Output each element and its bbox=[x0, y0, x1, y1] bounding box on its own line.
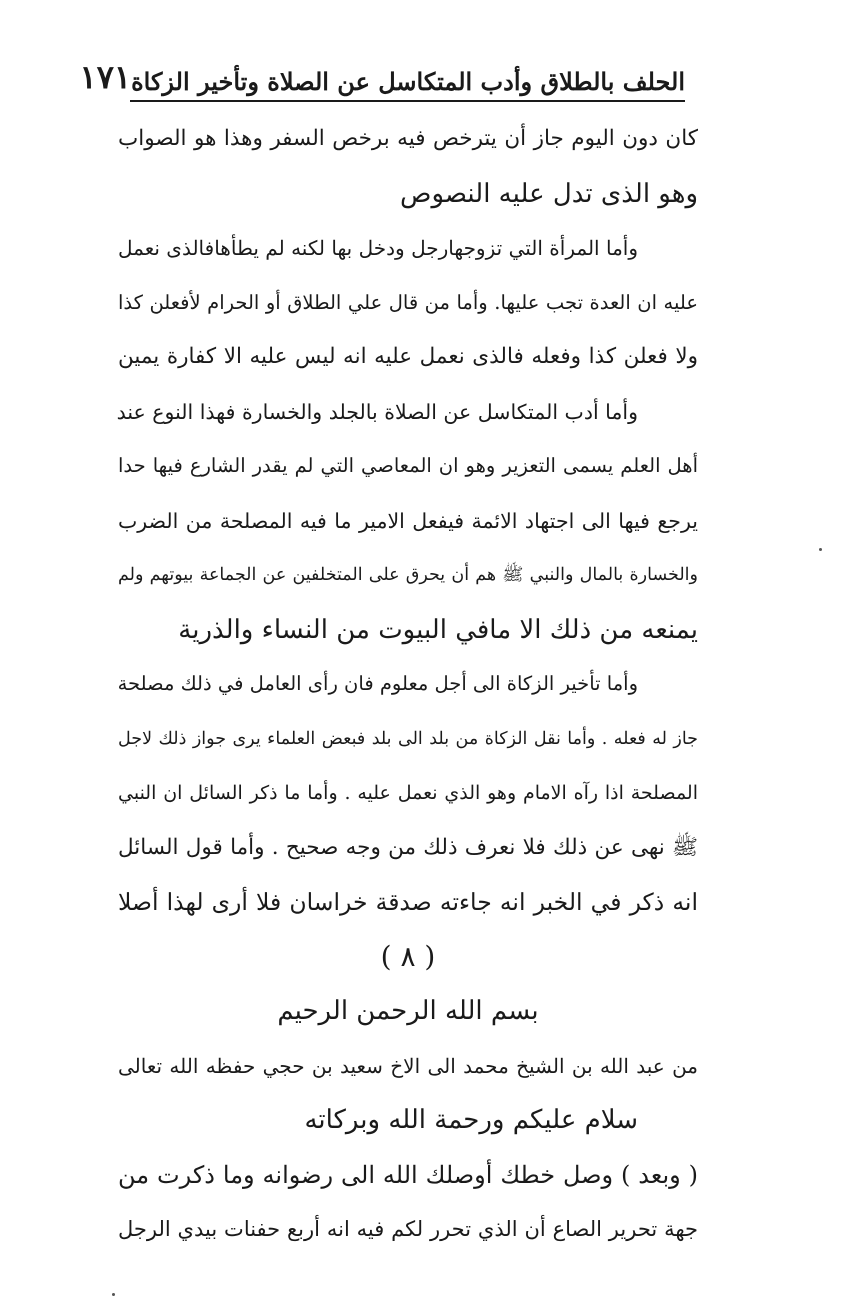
running-title: الحلف بالطلاق وأدب المتكاسل عن الصلاة وتأخير الزكاة bbox=[131, 67, 685, 96]
text-line: انه ذكر في الخبر انه جاءته صدقة خراسان فلا أرى لهذا أصلا bbox=[118, 888, 698, 916]
page-number: ١٧١ bbox=[79, 58, 132, 96]
text-line: أهل العلم يسمى التعزير وهو ان المعاصي التي لم يقدر الشارع فيها حدا bbox=[118, 454, 698, 477]
text-line: ﷺ نهى عن ذلك فلا نعرف ذلك من وجه صحيح . وأما قول السائل bbox=[118, 834, 698, 860]
text-line: جاز له فعله . وأما نقل الزكاة من بلد الى بلد فبعض العلماء يرى جواز ذلك لاجل bbox=[118, 728, 698, 749]
text-line: وهو الذى تدل عليه النصوص bbox=[400, 178, 698, 209]
paper-speck bbox=[112, 1293, 115, 1296]
text-line: المصلحة اذا رآه الامام وهو الذي نعمل عليه . وأما ما ذكر السائل ان النبي bbox=[118, 782, 698, 804]
text-line: والخسارة بالمال والنبي ﷺ هم أن يحرق على المتخلفين عن الجماعة بيوتهم ولم bbox=[118, 565, 698, 585]
text-line: عليه ان العدة تجب عليها. وأما من قال علي الطلاق أو الحرام لأفعلن كذا bbox=[118, 290, 698, 314]
section-number: ( ٨ ) bbox=[380, 939, 436, 973]
text-line: يرجع فيها الى اجتهاد الائمة فيفعل الامير ما فيه المصلحة من الضرب bbox=[118, 508, 698, 533]
page-header bbox=[79, 52, 685, 102]
text-line: وأما أدب المتكاسل عن الصلاة بالجلد والخسارة فهذا النوع عند bbox=[116, 399, 638, 424]
text-line: يمنعه من ذلك الا مافي البيوت من النساء والذرية bbox=[178, 614, 698, 645]
text-line: ولا فعلن كذا وفعله فالذى نعمل عليه انه ليس عليه الا كفارة يمين bbox=[118, 344, 698, 369]
text-line: جهة تحرير الصاع أن الذي تحرر لكم فيه انه أربع حفنات بيدي الرجل bbox=[118, 1217, 698, 1241]
basmala: بسم الله الرحمن الرحيم bbox=[277, 996, 539, 1026]
text-line: كان دون اليوم جاز أن يترخص فيه برخص السفر وهذا هو الصواب bbox=[118, 126, 698, 151]
text-line: وأما المرأة التي تزوجهارجل ودخل بها لكنه لم يطأهافالذى نعمل bbox=[118, 236, 638, 260]
text-line: من عبد الله بن الشيخ محمد الى الاخ سعيد بن حجي حفظه الله تعالى bbox=[118, 1053, 699, 1078]
body-text bbox=[118, 112, 698, 1257]
text-line: ( وبعد ) وصل خطك أوصلك الله الى رضوانه وما ذكرت من bbox=[118, 1160, 698, 1189]
text-line: سلام عليكم ورحمة الله وبركاته bbox=[304, 1105, 638, 1135]
text-line: وأما تأخير الزكاة الى أجل معلوم فان رأى العامل في ذلك مصلحة bbox=[117, 672, 638, 695]
paper-speck bbox=[819, 548, 822, 551]
